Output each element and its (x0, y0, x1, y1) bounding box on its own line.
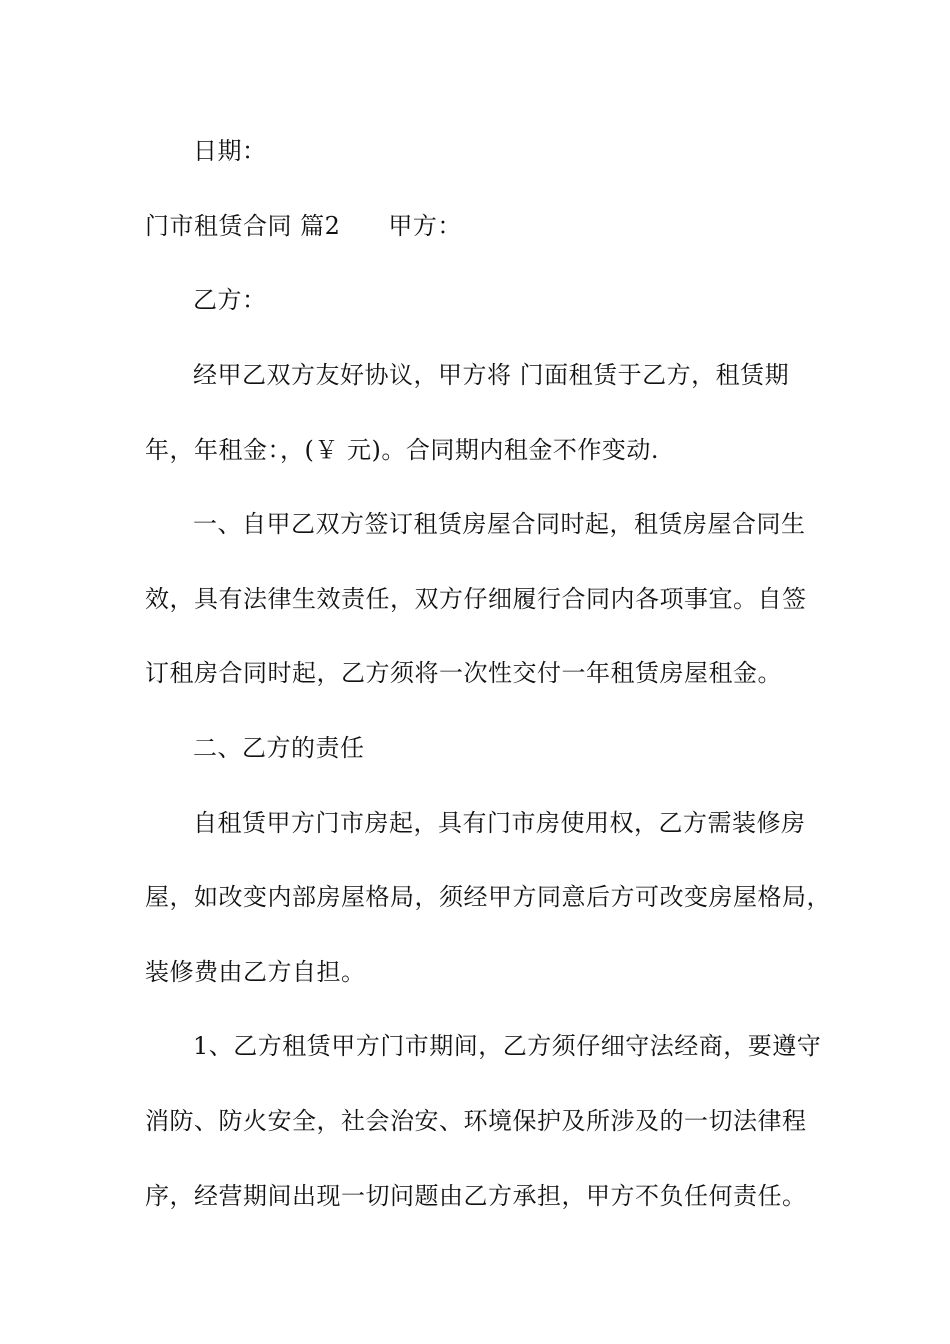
paragraph-line: 效，具有法律生效责任，双方仔细履行合同内各项事宜。自签 (145, 585, 807, 613)
paragraph-line: 序，经营期间出现一切问题由乙方承担，甲方不负任何责任。 (145, 1182, 807, 1210)
party-a-label: 甲方： (388, 212, 462, 240)
section-heading-line (145, 211, 462, 241)
paragraph-line: 一、自甲乙双方签订租赁房屋合同时起，租赁房屋合同生 (193, 510, 806, 538)
date-label: 日期： (193, 137, 267, 165)
paragraph-line: 经甲乙双方友好协议，甲方将 门面租赁于乙方，租赁期 (193, 361, 790, 389)
paragraph-line: 1、乙方租赁甲方门市期间，乙方须仔细守法经商，要遵守 (193, 1032, 822, 1060)
party-b-label: 乙方： (193, 286, 267, 314)
paragraph-line: 装修费由乙方自担。 (145, 958, 366, 986)
section-title: 门市租赁合同 篇2 (145, 212, 341, 240)
paragraph-line: 订租房合同时起，乙方须将一次性交付一年租赁房屋租金。 (145, 659, 782, 687)
section-heading: 二、乙方的责任 (193, 734, 365, 762)
paragraph-line: 消防、防火安全，社会治安、环境保护及所涉及的一切法律程 (145, 1107, 807, 1135)
paragraph-line: 年，年租金：，(￥ 元)。合同期内租金不作变动. (145, 436, 659, 464)
paragraph-line: 自租赁甲方门市房起，具有门市房使用权，乙方需装修房 (193, 809, 806, 837)
paragraph-line: 屋，如改变内部房屋格局，须经甲方同意后方可改变房屋格局， (145, 883, 831, 911)
